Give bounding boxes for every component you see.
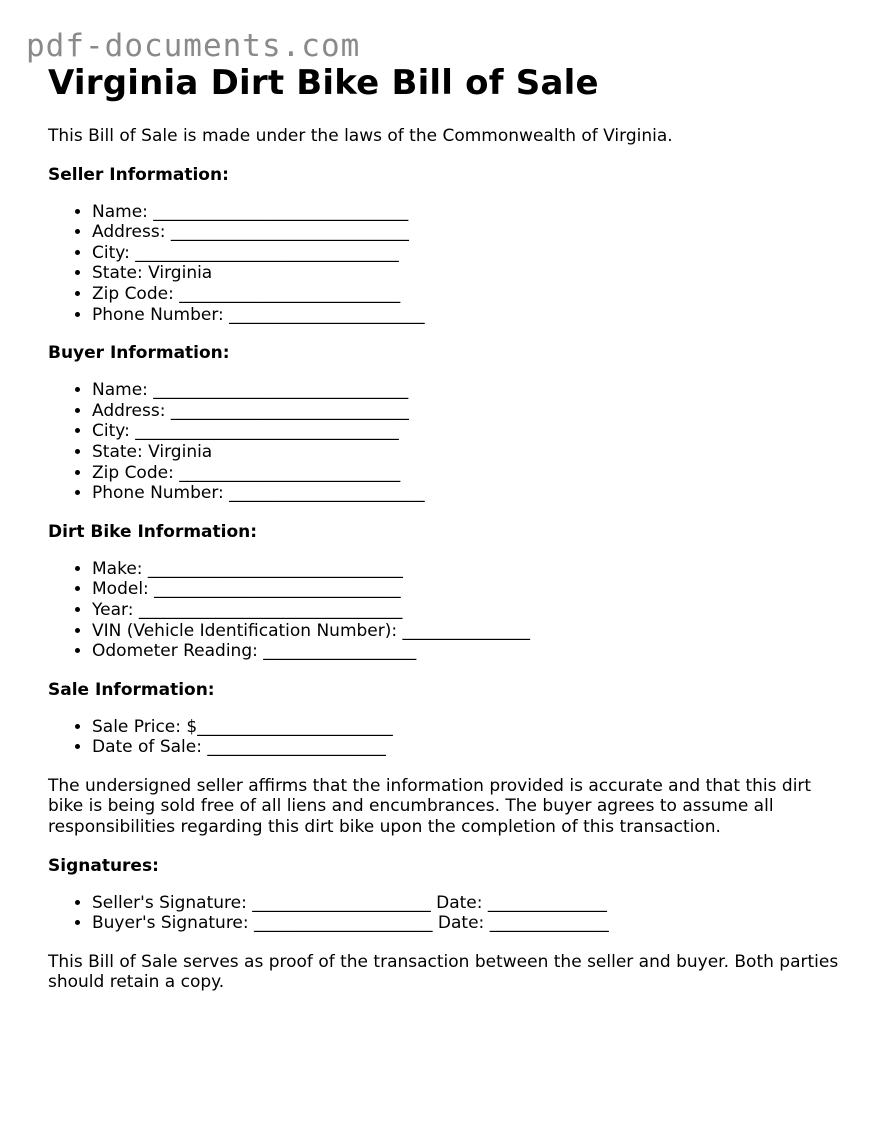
affirmation-paragraph: The undersigned seller affirms that the information provided is accurate and that this dirt bike is being sold free of all liens and encumbrances. The buyer agrees to assume all responsibilities regarding this dirt bike upon the completion of this transaction. <box>48 775 812 838</box>
buyer-signature-line: • Buyer's Signature: _____________________ Date: ______________ <box>92 913 848 934</box>
buyer-heading: Buyer Information: <box>48 343 230 364</box>
signatures-list <box>48 893 848 934</box>
bike-vin-field: • VIN (Vehicle Identification Number): _______________ <box>92 621 848 642</box>
watermark: pdf-documents.com <box>26 28 361 64</box>
sale-date-field: • Date of Sale: _____________________ <box>92 737 848 758</box>
buyer-city-field: • City: _______________________________ <box>92 421 848 442</box>
seller-name-field: • Name: ______________________________ <box>92 202 848 223</box>
document-page <box>48 62 848 993</box>
seller-list <box>48 202 848 326</box>
buyer-phone-field: • Phone Number: _______________________ <box>92 483 848 504</box>
buyer-zip-field: • Zip Code: __________________________ <box>92 463 848 484</box>
seller-city-field: • City: _______________________________ <box>92 243 848 264</box>
bike-list <box>48 559 848 662</box>
seller-address-field: • Address: ____________________________ <box>92 222 848 243</box>
seller-phone-field: • Phone Number: _______________________ <box>92 305 848 326</box>
buyer-name-field: • Name: ______________________________ <box>92 380 848 401</box>
buyer-list <box>48 380 848 504</box>
seller-heading: Seller Information: <box>48 164 229 185</box>
bike-make-field: • Make: ______________________________ <box>92 559 848 580</box>
sale-list <box>48 717 848 758</box>
seller-state-field: • State: Virginia <box>92 263 848 284</box>
bike-year-field: • Year: _______________________________ <box>92 600 848 621</box>
intro-paragraph: This Bill of Sale is made under the laws of the Commonwealth of Virginia. <box>48 126 673 146</box>
bike-model-field: • Model: _____________________________ <box>92 579 848 600</box>
signatures-heading: Signatures: <box>48 855 159 876</box>
buyer-state-field: • State: Virginia <box>92 442 848 463</box>
buyer-address-field: • Address: ____________________________ <box>92 401 848 422</box>
seller-signature-line: • Seller's Signature: _____________________ Date: ______________ <box>92 893 848 914</box>
sale-heading: Sale Information: <box>48 679 215 700</box>
document-title: Virginia Dirt Bike Bill of Sale <box>48 63 599 103</box>
closing-paragraph: This Bill of Sale serves as proof of the transaction between the seller and buyer. Both parties should retain a copy. <box>48 951 839 993</box>
seller-zip-field: • Zip Code: __________________________ <box>92 284 848 305</box>
sale-price-field: • Sale Price: $_______________________ <box>92 717 848 738</box>
bike-odometer-field: • Odometer Reading: __________________ <box>92 641 848 662</box>
bike-heading: Dirt Bike Information: <box>48 521 258 542</box>
